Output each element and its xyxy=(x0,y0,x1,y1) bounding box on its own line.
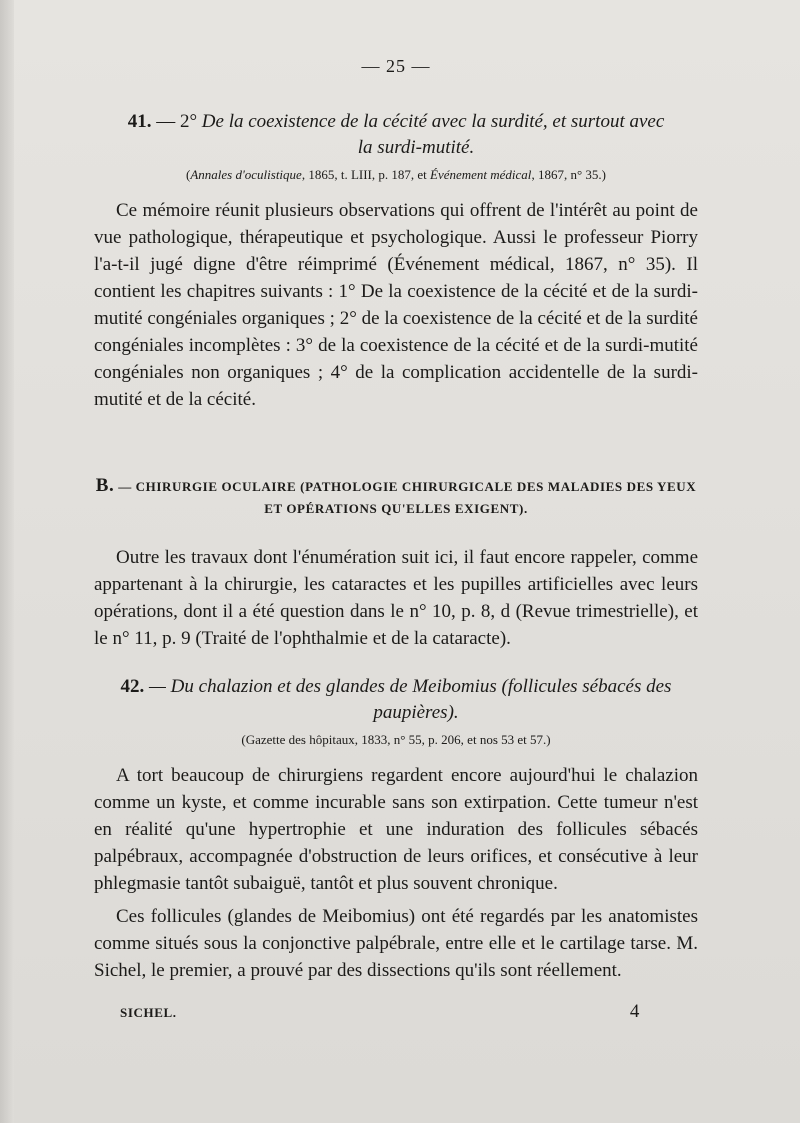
section-b-letter: B. xyxy=(95,475,115,496)
section-b-line2: ET OPÉRATIONS QU'ELLES EXIGENT). xyxy=(264,501,528,516)
entry-42-heading xyxy=(94,674,698,700)
ref-journal-2: Événement médical xyxy=(430,167,532,182)
page-content xyxy=(94,56,698,984)
ref-open: ( xyxy=(186,167,191,182)
page-footer xyxy=(120,1001,640,1022)
entry-41-reference xyxy=(94,167,698,183)
page-number: — 25 — xyxy=(361,56,431,76)
entry-42-title-line2: paupières). xyxy=(373,702,459,723)
section-b-heading xyxy=(94,475,698,520)
ref-journal: Annales d'oculistique xyxy=(190,167,302,182)
footer-author: SICHEL. xyxy=(120,1005,177,1020)
entry-42 xyxy=(94,674,698,984)
entry-42-paragraph-1: A tort beaucoup de chirurgiens regardent encore aujourd'hui le chalazion comme un kyste, et comme incurable sans son extirpation. Cette tumeur n'est en réalité qu'une hypertrophie et une induration des follicules sébacés palpébraux, accompagnée d'obstruction de leurs orifices, et consécutive à leur phlegmasie tantôt subaiguë, tantôt et plus souvent chronique. xyxy=(94,765,698,894)
entry-41-title-line1: De la coexistence de la cécité avec la surdité, et surtout avec xyxy=(201,111,665,132)
section-b-paragraph: Outre les travaux dont l'énumération suit ici, il faut encore rappeler, comme appartenant à la chirurgie, les cataractes et les pupilles artificielles avec leurs opérations, dont il a été question dans le n° 10, p. 8, d (Revue trimestrielle), et le n° 11, p. 9 (Traité de l'ophthalmie et de la cataracte). xyxy=(94,547,698,649)
entry-41-heading xyxy=(94,109,698,135)
entry-42-title-line1: — Du chalazion et des glandes de Meibomius (follicules sébacés des xyxy=(149,676,672,697)
page-edge xyxy=(0,0,14,1123)
entry-41-dash: — 2° xyxy=(156,111,198,132)
ref-mid: , 1865, t. LIII, p. 187, et xyxy=(301,167,430,182)
section-b-line1: — CHIRURGIE OCULAIRE (PATHOLOGIE CHIRURGICALE DES MALADIES DES YEUX xyxy=(118,479,697,494)
entry-42-reference: (Gazette des hôpitaux, 1833, n° 55, p. 206, et nos 53 et 57.) xyxy=(241,732,551,747)
footer-signature: 4 xyxy=(629,1001,640,1022)
entry-42-paragraph-2: Ces follicules (glandes de Meibomius) ont été regardés par les anatomistes comme situés sous la conjonctive palpébrale, entre elle et le cartilage tarse. M. Sichel, le premier, a prouvé par des dissections qu'ils sont réellement. xyxy=(94,906,698,981)
ref-end: , 1867, n° 35.) xyxy=(531,167,606,182)
entry-42-number: 42. xyxy=(120,676,145,697)
entry-41-title-line2: la surdi-mutité. xyxy=(357,137,475,158)
entry-41-paragraph: Ce mémoire réunit plusieurs observations qui offrent de l'intérêt au point de vue pathologique, thérapeutique et psychologique. Aussi le professeur Piorry l'a-t-il jugé digne d'être réimprimé (Événement médical, 1867, n° 35). Il contient les chapitres suivants : 1° De la coexistence de la cécité et de la surdi-mutité congéniales organiques ; 2° de la coexistence de la cécité et de la surdité congéniales incomplètes : 3° de la coexistence de la cécité et de la surdi-mutité congéniales non organiques ; 4° de la complication accidentelle de la surdi-mutité et de la cécité. xyxy=(94,200,698,410)
entry-41-number: 41. xyxy=(127,111,152,132)
entry-41 xyxy=(94,109,698,413)
